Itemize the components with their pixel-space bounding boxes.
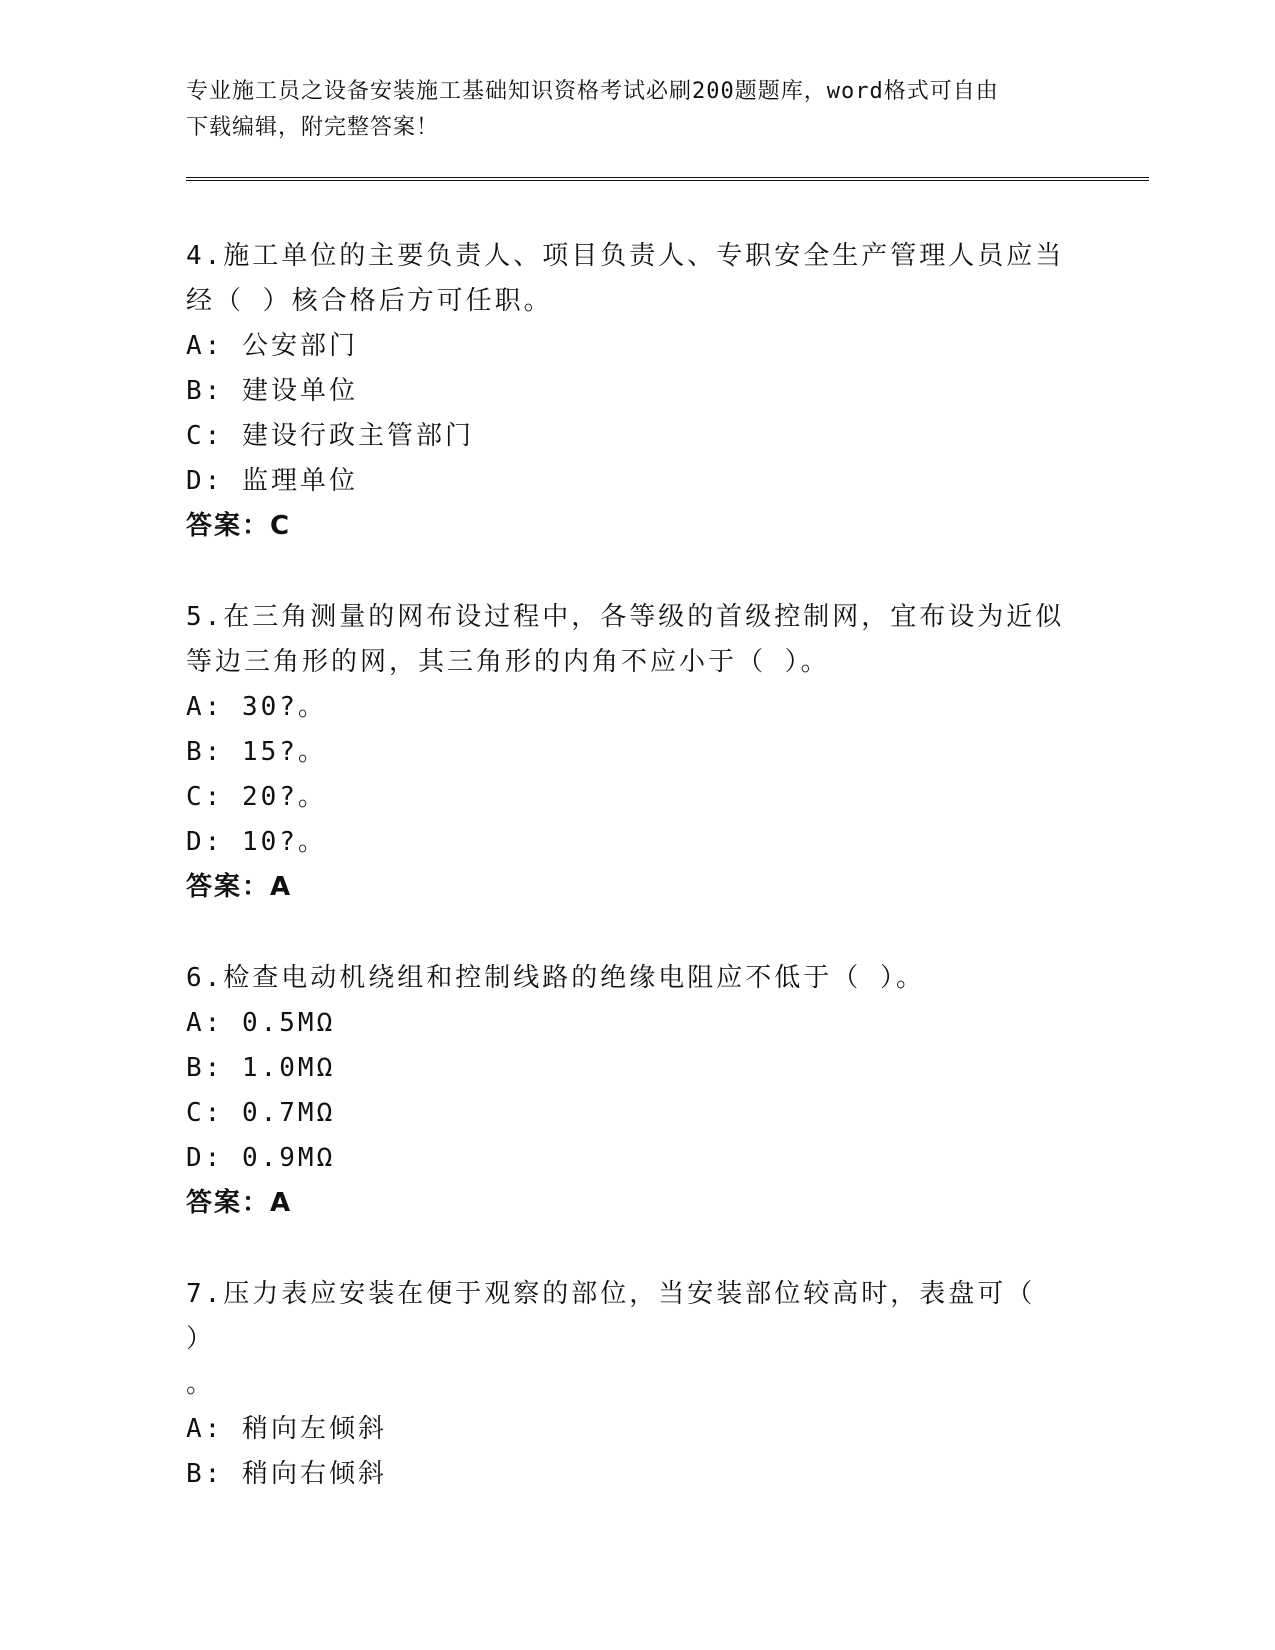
answer-value: A [270,872,291,902]
option-b: B: 建设单位 [186,376,358,406]
question-list [186,234,1066,1543]
option-c: C: 20?。 [186,782,327,812]
option-d: D: 0.9MΩ [186,1143,336,1173]
option-a: A: 公安部门 [186,331,358,361]
question-stem: 6.检查电动机绕组和控制线路的绝缘电阻应不低于（ ）。 [186,963,925,993]
question-5 [186,595,1066,910]
option-d: D: 10?。 [186,827,327,857]
option-c: C: 建设行政主管部门 [186,421,474,451]
question-6 [186,956,1066,1226]
option-b: B: 1.0MΩ [186,1053,336,1083]
answer-line [186,504,1066,549]
header-line-1: 专业施工员之设备安装施工基础知识资格考试必刷200题题库，word格式可自由 [186,79,999,104]
question-stem: 5.在三角测量的网布设过程中，各等级的首级控制网，宜布设为近似 [186,602,1065,632]
answer-value: C [270,511,290,541]
answer-label: 答案： [186,511,271,541]
option-b: B: 稍向右倾斜 [186,1459,387,1489]
question-stem: 7.压力表应安装在便于观察的部位，当安装部位较高时，表盘可（ ） [186,1279,1054,1354]
header-divider [186,177,1149,181]
document-header [186,74,1066,146]
answer-value: A [270,1188,291,1218]
option-a: A: 30?。 [186,692,327,722]
question-stem: 。 [186,1369,216,1399]
answer-line [186,1181,1066,1226]
answer-line [186,865,1066,910]
question-stem: 4.施工单位的主要负责人、项目负责人、专职安全生产管理人员应当 [186,241,1065,271]
question-4 [186,234,1066,549]
question-stem: 经（ ）核合格后方可任职。 [186,286,553,316]
option-b: B: 15?。 [186,737,327,767]
question-stem: 等边三角形的网，其三角形的内角不应小于（ ）。 [186,647,830,677]
option-a: A: 稍向左倾斜 [186,1414,387,1444]
header-line-2: 下载编辑，附完整答案！ [186,115,440,140]
option-c: C: 0.7MΩ [186,1098,336,1128]
option-a: A: 0.5MΩ [186,1008,336,1038]
answer-label: 答案： [186,872,271,902]
option-d: D: 监理单位 [186,466,358,496]
question-7 [186,1272,1066,1497]
answer-label: 答案： [186,1188,271,1218]
